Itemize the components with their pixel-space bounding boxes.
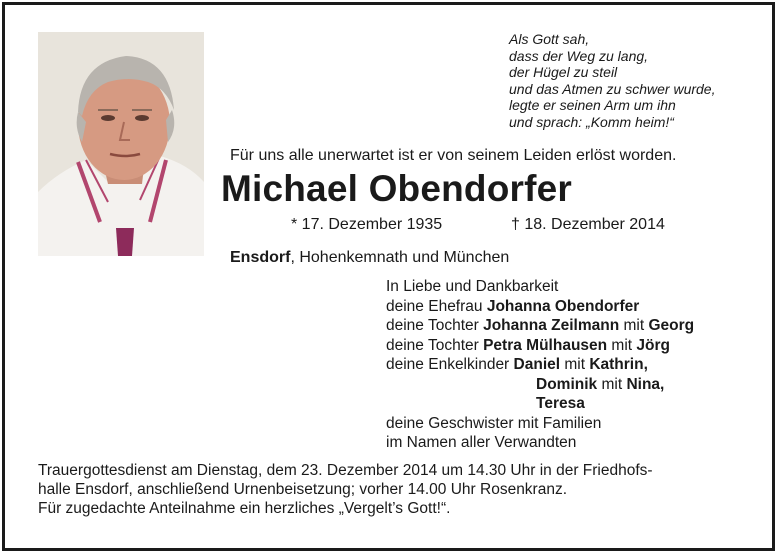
partner1-name: Georg bbox=[648, 317, 695, 334]
gc2-partner: Nina, bbox=[626, 375, 665, 393]
gc2-name: Dominik bbox=[536, 375, 598, 393]
portrait-photo bbox=[38, 32, 204, 256]
gc1-partner: Kathrin, bbox=[589, 356, 648, 373]
service-line: halle Ensdorf, anschließend Urnenbeisetzung; vorher 14.00 Uhr Rosenkranz. bbox=[38, 481, 568, 498]
place-town: Ensdorf bbox=[230, 249, 291, 266]
daughter2-name: Petra Mülhausen bbox=[483, 336, 608, 354]
place-rest: , Hohenkemnath und München bbox=[290, 249, 510, 266]
birth-date: * 17. Dezember 1935 bbox=[291, 216, 443, 233]
daughter1-name: Johanna Zeilmann bbox=[483, 317, 620, 334]
poem-line: und das Atmen zu schwer wurde, bbox=[509, 80, 716, 97]
grandchildren-prefix: deine Enkelkinder bbox=[386, 356, 514, 373]
deceased-name: Michael Obendorfer bbox=[220, 168, 573, 209]
poem-line: und sprach: „Komm heim!“ bbox=[509, 113, 674, 130]
family-siblings: deine Geschwister mit Familien bbox=[386, 414, 602, 432]
family-daughter-1 bbox=[386, 316, 694, 336]
mit-text: mit bbox=[560, 356, 590, 373]
death-date: † 18. Dezember 2014 bbox=[511, 216, 665, 233]
intro-text: Für uns alle unerwartet ist er von seinem Leiden erlöst worden. bbox=[230, 147, 677, 164]
daughter-prefix: deine Tochter bbox=[386, 336, 484, 354]
service-info bbox=[38, 461, 653, 518]
wife-name: Johanna Obendorfer bbox=[486, 297, 640, 315]
places bbox=[230, 249, 509, 267]
mit-text: mit bbox=[597, 375, 627, 393]
family-wife bbox=[386, 297, 694, 317]
family-grandchildren bbox=[386, 355, 694, 375]
poem-line: Als Gott sah, bbox=[509, 31, 590, 47]
poem-line: dass der Weg zu lang, bbox=[509, 47, 649, 64]
poem bbox=[509, 31, 715, 131]
wife-prefix: deine Ehefrau bbox=[386, 297, 487, 315]
service-line: Für zugedachte Anteilnahme ein herzliches „Vergelt’s Gott!“. bbox=[38, 500, 451, 517]
poem-line: legte er seinen Arm um ihn bbox=[509, 97, 676, 114]
family-daughter-2 bbox=[386, 336, 694, 356]
mit-text: mit bbox=[607, 336, 637, 354]
mit-text: mit bbox=[619, 317, 649, 334]
family-relatives: im Namen aller Verwandten bbox=[386, 434, 577, 451]
daughter-prefix: deine Tochter bbox=[386, 317, 484, 334]
family-grandchildren-3 bbox=[386, 394, 694, 414]
partner2-name: Jörg bbox=[636, 336, 670, 354]
poem-line: der Hügel zu steil bbox=[509, 64, 618, 81]
family-grandchildren-2 bbox=[386, 375, 694, 395]
family-intro: In Liebe und Dankbarkeit bbox=[386, 278, 559, 295]
service-line: Trauergottesdienst am Dienstag, dem 23. Dezember 2014 um 14.30 Uhr in der Friedhofs- bbox=[38, 462, 653, 479]
portrait-icon bbox=[38, 32, 204, 256]
gc3-name: Teresa bbox=[536, 395, 585, 412]
gc1-name: Daniel bbox=[513, 356, 561, 373]
family-list bbox=[386, 277, 694, 453]
